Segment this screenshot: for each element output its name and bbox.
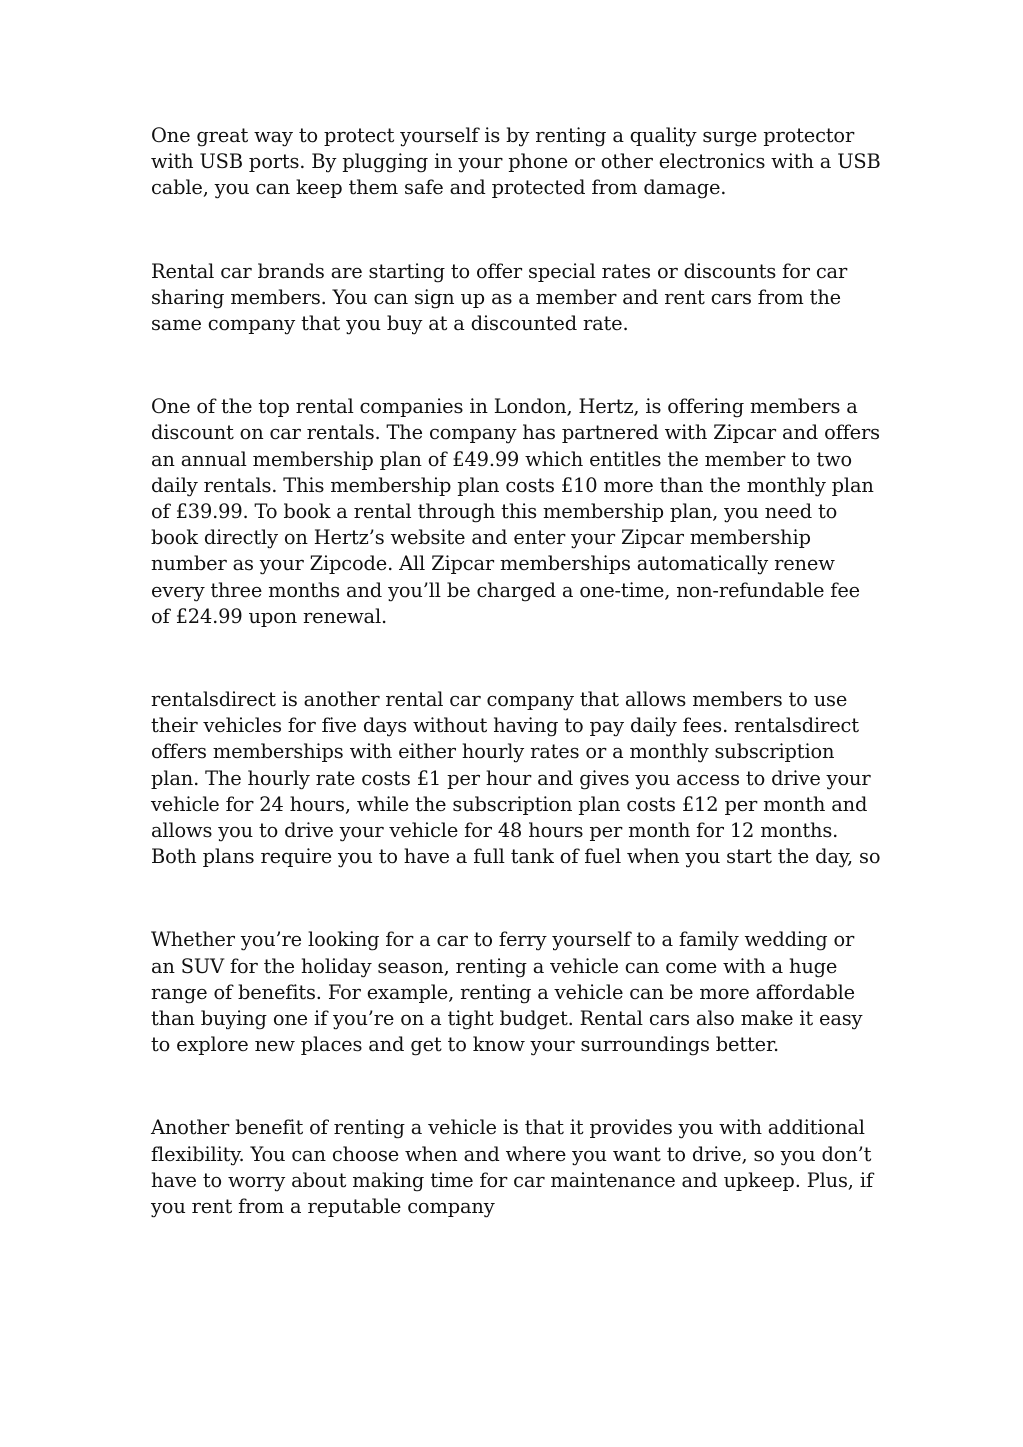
paragraph-hertz-zipcar: One of the top rental companies in London, Hertz, is offering members a discount on car rentals. The company has partnered with Zipcar and offers an annual membership plan of £49.99 which entitles the member to two daily rentals. This membership plan costs £10 more than the monthly plan of £39.99. To book a rental through this membership plan, you need to book directly on Hertz’s website and enter your Zipcar membership number as your Zipcode. All Zipcar memberships automatically renew every three months and you’ll be charged a one-time, non-refundable fee of £24.99 upon renewal. bbox=[151, 395, 880, 628]
paragraph-rentalsdirect: rentalsdirect is another rental car company that allows members to use their vehicles for five days without having to pay daily fees. rentalsdirect offers memberships with either hourly rates or a monthly subscription plan. The hourly rate costs £1 per hour and gives you access to drive your vehicle for 24 hours, while the subscription plan costs £12 per month and allows you to drive your vehicle for 48 hours per month for 12 months. Both plans require you to have a full tank of fuel when you start the day, so bbox=[151, 688, 881, 869]
paragraph-rental-benefits: Whether you’re looking for a car to ferry yourself to a family wedding or an SUV for the holiday season, renting a vehicle can come with a huge range of benefits. For example, renting a vehicle can be more affordable than buying one if you’re on a tight budget. Rental cars also make it easy to explore new places and get to know your surroundings better. bbox=[151, 928, 863, 1057]
paragraph-surge-protector: One great way to protect yourself is by renting a quality surge protector with USB ports. By plugging in your phone or other electronics with a USB cable, you can keep them safe and protected from damage. bbox=[151, 124, 881, 200]
document-body bbox=[151, 123, 881, 1220]
paragraph-flexibility: Another benefit of renting a vehicle is that it provides you with additional flexibility. You can choose when and where you want to drive, so you don’t have to worry about making time for car maintenance and upkeep. Plus, if you rent from a reputable company bbox=[151, 1116, 873, 1219]
paragraph-car-sharing-discounts: Rental car brands are starting to offer special rates or discounts for car sharing members. You can sign up as a member and rent cars from the same company that you buy at a discounted rate. bbox=[151, 259, 848, 336]
